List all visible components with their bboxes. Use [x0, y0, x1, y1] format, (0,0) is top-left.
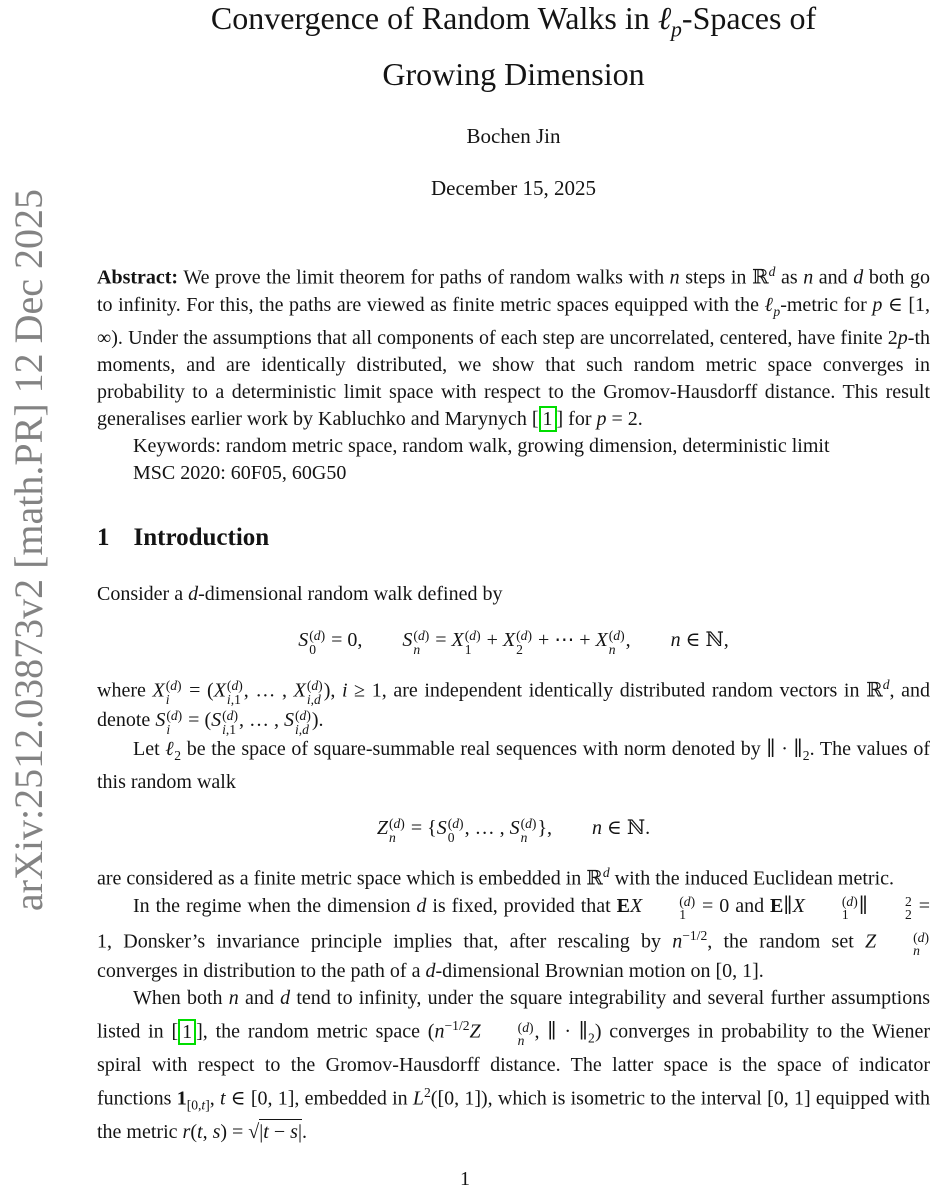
keywords-line: Keywords: random metric space, random walk, growing dimension, deterministic limit — [133, 435, 830, 458]
msc-line: MSC 2020: 60F05, 60G50 — [133, 462, 347, 485]
equation-z-set: Z (d) n = {S (d) 0 , … , S (d) n }, n ∈ ℕ. — [376, 815, 651, 845]
arxiv-watermark: arXiv:2512.03873v2 [math.PR] 12 Dec 2025 — [6, 188, 51, 912]
section-heading-introduction — [97, 524, 930, 552]
text-column — [97, 0, 930, 1146]
author-name: Bochen Jin — [466, 124, 561, 149]
intro-paragraph-5: In the regime when the dimension d is fixed, provided that EX (d) 1 = 0 and E∥X (d) 1 ∥ 2 2 = 1, Donsker’s invariance principle implies that, after rescaling by $n^{-1/2}$, the random set Z (d) n converges in distribution to the path of a d-dimensional Brownian motion on [0, 1]. — [97, 893, 930, 983]
intro-paragraph-3: Let ℓ$_2$ be the space of square-summable real sequences with norm denoted by ∥ · $\parallel_2$. The values of this random walk — [97, 738, 930, 794]
abstract-paragraph: Abstract: We prove the limit theorem for paths of random walks with n steps in ℝ$^d$ as n and d both go to infinity. For this, the paths are viewed as finite metric spaces equipped with the ℓ$_p$-metric for p ∈ [1, ∞). Under the assumptions that all components of each step are uncorrelated, centered, have finite 2p-th moments, and are identically distributed, we show that such random metric space converges in probability to a deterministic limit space with respect to the Gromov-Hausdorff distance. This result generalises earlier work by Kabluchko and Marynych [ 1 ] for p = 2. — [97, 264, 930, 431]
citation-link-1[interactable]: 1 — [539, 406, 557, 432]
intro-paragraph-1: Consider a d-dimensional random walk defined by — [97, 583, 503, 606]
section-title: Introduction — [133, 524, 270, 552]
intro-paragraph-4: are considered as a finite metric space which is embedded in ℝ$^d$ with the induced Euclidean metric. — [97, 865, 895, 891]
equation-random-walk: S (d) 0 = 0, S (d) n = X (d) 1 + X (d) 2 + ⋯ + X (d) n , n ∈ ℕ, — [298, 627, 729, 657]
paper-title: Convergence of Random Walks in ℓ$_p$-Spaces of Growing Dimension — [210, 0, 817, 93]
intro-paragraph-6: When both n and d tend to infinity, under the square integrability and several further assumptions listed in [ 1 ], the random metric space ($n^{-1/2}Z$ (d) n , ∥ · $\parallel_2$) converges in probability to the Wiener spiral with respect to the Gromov-Hausdorff distance. The latter space is the space of indicator functions $1_{[0,t]}$, t ∈ [0, 1], embedded in $L^2([0$, 1]), which is isometric to the interval [0, 1] equipped with the metric r(t, s) = √|t − s|. — [97, 987, 930, 1143]
paper-date: December 15, 2025 — [430, 176, 597, 201]
intro-paragraph-2: where X (d) i = (X (d) i,1 , … , X (d) i,d ), i ≥ 1, are independent identically distributed random vectors in ℝ$^d$, and denote S (d) i = (S (d) i,1 , … , S (d) i,d ). — [97, 677, 930, 737]
page-number: 1 — [460, 1168, 470, 1190]
section-number: 1 — [97, 524, 110, 552]
citation-link-1[interactable]: 1 — [178, 1019, 196, 1045]
